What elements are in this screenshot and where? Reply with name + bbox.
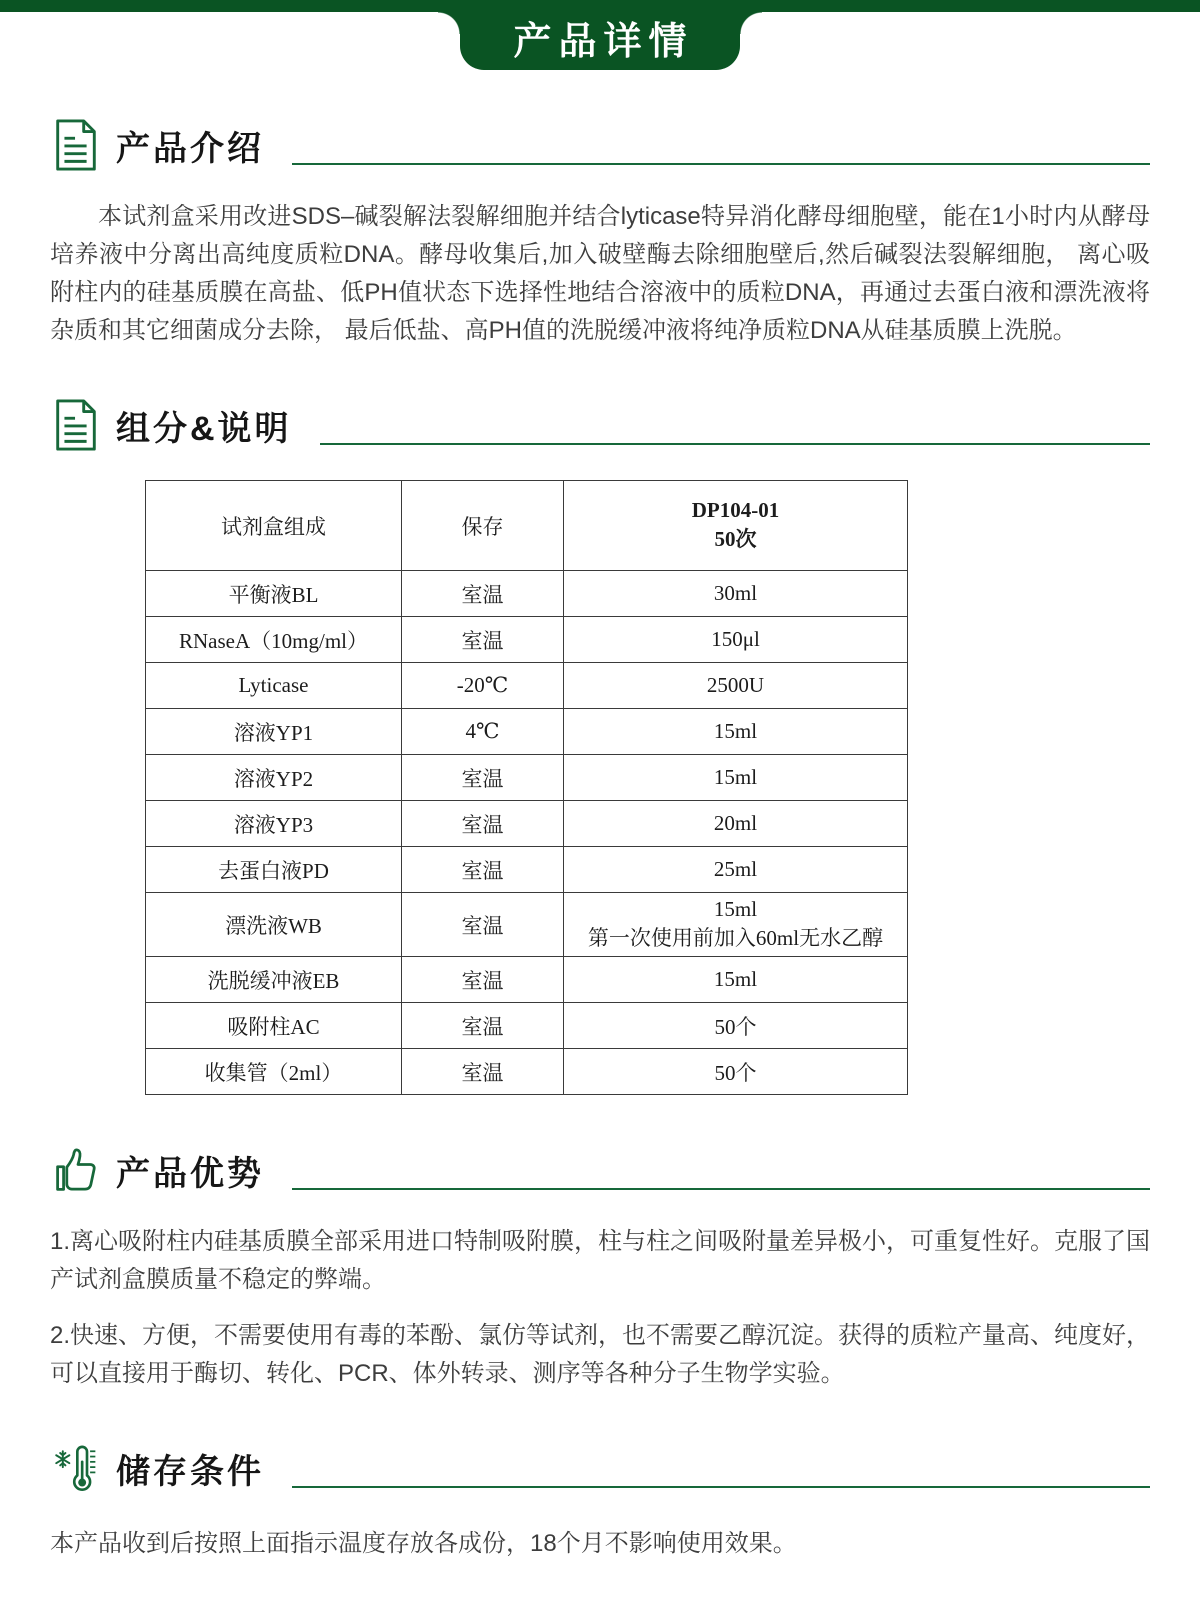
section-rule <box>292 1486 1150 1488</box>
table-cell: 15ml <box>564 709 908 755</box>
thermometer-snowflake-icon <box>50 1440 102 1496</box>
table-cell: 室温 <box>402 1049 564 1095</box>
table-row <box>146 893 908 957</box>
table-row <box>146 957 908 1003</box>
table-cell: 20ml <box>564 801 908 847</box>
table-header-cell: 试剂盒组成 <box>146 481 402 571</box>
table-cell: 洗脱缓冲液EB <box>146 957 402 1003</box>
table-header-cell: 保存 <box>402 481 564 571</box>
section-rule <box>320 443 1150 445</box>
section-title-storage: 储存条件 <box>116 1452 264 1491</box>
section-title-advantages: 产品优势 <box>116 1154 264 1193</box>
page-content <box>0 114 1200 1563</box>
section-header-advantages <box>50 1139 1150 1201</box>
table-row <box>146 663 908 709</box>
section-title-components: 组分&说明 <box>116 409 292 448</box>
table-cell: 25ml <box>564 847 908 893</box>
table-header-cell: DP104-01 50次 <box>564 481 908 571</box>
section-title-intro: 产品介绍 <box>116 129 264 168</box>
intro-paragraph: 本试剂盒采用改进SDS–碱裂解法裂解细胞并结合lyticase特异消化酵母细胞壁，能在1小时内从酵母培养液中分离出高纯度质粒DNA。酵母收集后,加入破壁酶去除细胞壁后,然后碱裂法裂解细胞， 离心吸附柱内的硅基质膜在高盐、低PH值状态下选择性地结合溶液中的质粒DNA，再通过去蛋白液和漂洗液将杂质和其它细菌成分去除， 最后低盐、高PH值的洗脱缓冲液将纯净质粒DNA从硅基质膜上洗脱。 <box>50 203 1150 344</box>
table-cell: 30ml <box>564 571 908 617</box>
table-cell: 4℃ <box>402 709 564 755</box>
table-row <box>146 617 908 663</box>
table-cell: 室温 <box>402 957 564 1003</box>
table-cell: RNaseA（10mg/ml） <box>146 617 402 663</box>
table-cell: 室温 <box>402 847 564 893</box>
table-row <box>146 571 908 617</box>
section-rule <box>292 163 1150 165</box>
table-cell: 平衡液BL <box>146 571 402 617</box>
section-header-storage <box>50 1437 1150 1499</box>
components-table <box>145 480 908 1095</box>
table-row <box>146 1003 908 1049</box>
table-cell: 室温 <box>402 571 564 617</box>
page-title: 产品详情 <box>513 20 694 63</box>
table-cell: 室温 <box>402 893 564 957</box>
section-rule <box>292 1188 1150 1190</box>
section-header-intro <box>50 114 1150 176</box>
table-header-row <box>146 481 908 571</box>
table-cell: 15ml 第一次使用前加入60ml无水乙醇 <box>564 893 908 957</box>
banner-tab <box>460 0 740 70</box>
table-row <box>146 755 908 801</box>
table-cell: 溶液YP2 <box>146 755 402 801</box>
table-cell: 15ml <box>564 957 908 1003</box>
table-cell: 室温 <box>402 1003 564 1049</box>
table-cell: 2500U <box>564 663 908 709</box>
table-row <box>146 1049 908 1095</box>
table-cell: 室温 <box>402 755 564 801</box>
storage-paragraph: 本产品收到后按照上面指示温度存放各成份，18个月不影响使用效果。 <box>50 1530 797 1557</box>
table-cell: 室温 <box>402 801 564 847</box>
table-cell: 吸附柱AC <box>146 1003 402 1049</box>
section-header-components <box>50 394 1150 456</box>
table-cell: Lyticase <box>146 663 402 709</box>
table-row <box>146 801 908 847</box>
table-cell: 150μl <box>564 617 908 663</box>
table-cell: 溶液YP3 <box>146 801 402 847</box>
table-cell: 室温 <box>402 617 564 663</box>
table-cell: 50个 <box>564 1049 908 1095</box>
thumbs-up-icon <box>50 1142 102 1198</box>
table-cell: 去蛋白液PD <box>146 847 402 893</box>
document-icon <box>50 397 102 453</box>
table-cell: 15ml <box>564 755 908 801</box>
document-icon <box>50 117 102 173</box>
advantage-item: 2.快速、方便，不需要使用有毒的苯酚、氯仿等试剂，也不需要乙醇沉淀。获得的质粒产量高、纯度好，可以直接用于酶切、转化、PCR、体外转录、测序等各种分子生物学实验。 <box>50 1322 1151 1387</box>
top-banner <box>0 0 1200 70</box>
table-cell: 50个 <box>564 1003 908 1049</box>
table-cell: -20℃ <box>402 663 564 709</box>
table-cell: 收集管（2ml） <box>146 1049 402 1095</box>
table-row <box>146 847 908 893</box>
table-cell: 溶液YP1 <box>146 709 402 755</box>
advantage-item: 1.离心吸附柱内硅基质膜全部采用进口特制吸附膜，柱与柱之间吸附量差异极小，可重复性好。克服了国产试剂盒膜质量不稳定的弊端。 <box>50 1228 1151 1293</box>
table-row <box>146 709 908 755</box>
table-cell: 漂洗液WB <box>146 893 402 957</box>
